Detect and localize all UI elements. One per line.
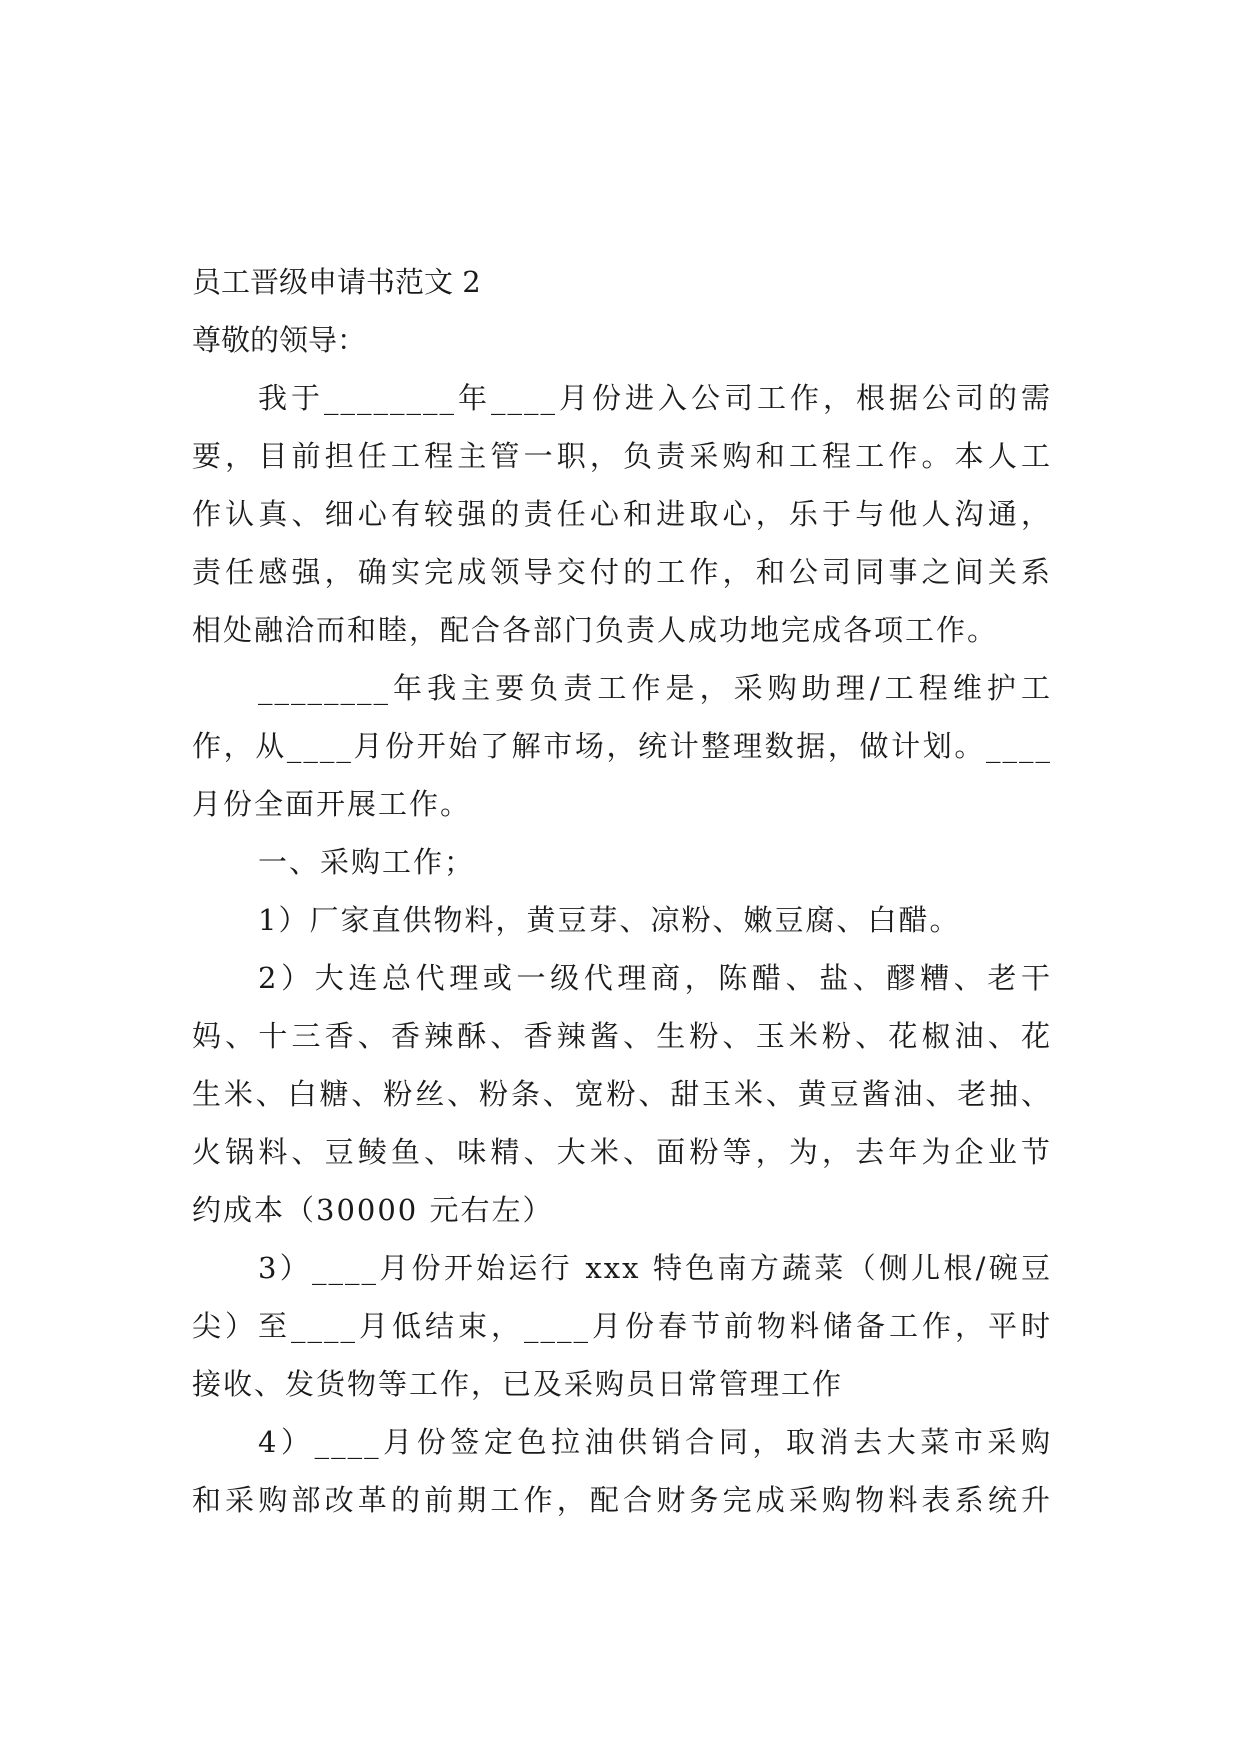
paragraph-line: 作认真、细心有较强的责任心和进取心，乐于与他人沟通， <box>192 497 1052 531</box>
list-item <box>192 1413 1052 1529</box>
paragraph-line: 要，目前担任工程主管一职，负责采购和工程工作。本人工 <box>192 439 1052 473</box>
paragraph-line: 1）厂家直供物料，黄豆芽、凉粉、嫩豆腐、白醋。 <box>258 903 961 937</box>
paragraph-line: 和采购部改革的前期工作，配合财务完成采购物料表系统升 <box>192 1483 1052 1517</box>
paragraph-line: 接收、发货物等工作，已及采购员日常管理工作 <box>192 1367 844 1401</box>
paragraph-line: 妈、十三香、香辣酥、香辣酱、生粉、玉米粉、花椒油、花 <box>192 1019 1052 1053</box>
paragraph-line: 月份全面开展工作。 <box>192 787 472 821</box>
paragraph-line: 火锅料、豆鲮鱼、味精、大米、面粉等，为，去年为企业节 <box>192 1135 1052 1169</box>
document-title: 员工晋级申请书范文 2 <box>192 265 481 299</box>
paragraph-line: 3）____月份开始运行 xxx 特色南方蔬菜（侧儿根/碗豆 <box>258 1251 1052 1285</box>
paragraph-line: ________年我主要负责工作是，采购助理/工程维护工 <box>258 671 1052 705</box>
paragraph-line: 我于________年____月份进入公司工作，根据公司的需 <box>258 381 1052 415</box>
document-body <box>192 253 1052 1529</box>
paragraph-line: 尖）至____月低结束，____月份春节前物料储备工作，平时 <box>192 1309 1052 1343</box>
salutation: 尊敬的领导： <box>192 323 367 357</box>
list-item <box>192 949 1052 1239</box>
paragraph-line: 生米、白糖、粉丝、粉条、宽粉、甜玉米、黄豆酱油、老抽、 <box>192 1077 1052 1111</box>
paragraph <box>192 369 1052 659</box>
list-item <box>192 1239 1052 1413</box>
paragraph-line: 责任感强，确实完成领导交付的工作，和公司同事之间关系 <box>192 555 1052 589</box>
paragraph-line: 4）____月份签定色拉油供销合同，取消去大菜市采购 <box>258 1425 1052 1459</box>
section-heading <box>192 833 1052 891</box>
paragraph-line: 2）大连总代理或一级代理商，陈醋、盐、醪糟、老干 <box>258 961 1052 995</box>
paragraph-line: 一、采购工作； <box>258 845 476 879</box>
list-item <box>192 891 1052 949</box>
paragraph-line: 作，从____月份开始了解市场，统计整理数据，做计划。____ <box>192 729 1052 763</box>
paragraph-line: 相处融洽而和睦，配合各部门负责人成功地完成各项工作。 <box>192 613 999 647</box>
paragraph <box>192 659 1052 833</box>
paragraph-line: 约成本（30000 元右左） <box>192 1193 554 1227</box>
